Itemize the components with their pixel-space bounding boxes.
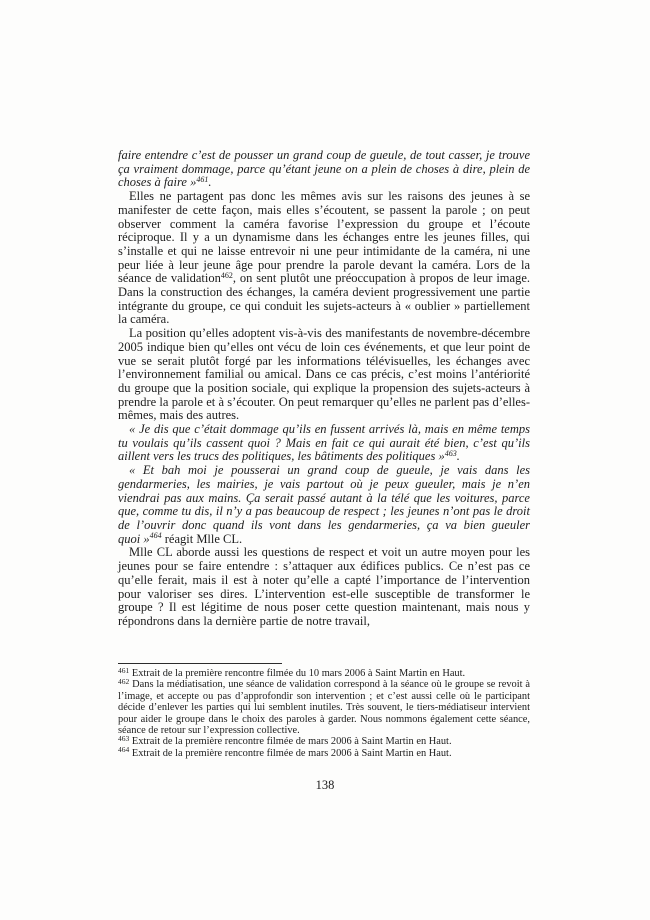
body-text [118,149,530,629]
text-segment: faire entendre c’est de pousser un grand coup de gueule, de tout casser, je trouve ça vraiment dommage, parce qu’étant jeune on a plein de choses à dire, plein de choses à faire » [118,148,530,190]
footnote-text: Extrait de la première rencontre filmée de mars 2006 à Saint Martin en Haut. [131,736,452,748]
footnote-marker: 464 [118,745,130,755]
footnote-separator [118,663,282,664]
body-paragraph [118,327,530,423]
footnote-text: Extrait de la première rencontre filmée du 10 mars 2006 à Saint Martin en Haut. [131,668,466,679]
text-segment: « Je dis que c’était dommage qu’ils en fussent arrivés là, mais en même temps tu voulais qu’ils cassent quoi ? Mais en fait ce qui aurait été bien, c’est qu’ils aillent vers les trucs des politiques, les bâtiments des politiques » [118,422,530,464]
body-paragraph [118,546,530,628]
text-segment: « Et bah moi je pousserai un grand coup de gueule, je vais dans les gendarmeries, les mairies, je vais partout où je peux gueuler, mais je n’en viendrai pas aux mains. Ça serait passé autant à la télé que les voitures, parce que, comme tu dis, il n’y a pas beaucoup de respect ; les jeunes n’ont pas le droit de l’ouvrir donc quand ils vont dans les gendarmeries, ça va bien gueuler quoi » [118,463,530,546]
footnotes [118,665,530,759]
footnote [118,733,530,748]
footnote-marker: 461 [118,665,130,675]
footnote-ref: 462 [220,270,233,280]
footnote-text: Dans la médiatisation, une séance de validation correspond à la séance où le groupe se revoit à l’image, et accepte ou pas d’approfondir son intervention ; et c’est aussi celle où le participant décide d’enlever les parties qui lui semblent inutiles. Très souvent, le tiers-médiatiseur intervient pour aider le groupe dans le choix des paroles à garder. Nous nommons également cette séance, séance de retour sur l’expression collective. [118,679,530,737]
body-paragraph [118,423,530,464]
footnote [118,676,530,737]
text-segment: Elles ne partagent pas donc les mêmes avis sur les raisons des jeunes à se manifester de cette façon, mais elles s’écoutent, se passent la parole ; on peut observer comment la caméra favorise l’expression du groupe et l’écoute réciproque. Il y a un dynamisme dans les échanges entre les jeunes filles, qui s’installe et qui ne laisse entrevoir ni une peur intimidante de la caméra, ni une peur liée à leur jeune âge pour prendre la parole devant la caméra. Lors de la séance de validation [118,189,530,286]
footnote [118,665,530,679]
text-segment: , on sent plutôt une préoccupation à propos de leur image. Dans la construction des échanges, la caméra devient progressivement une partie intégrante du groupe, ce qui conduit les sujets-acteurs à « oublier » partiellement la caméra. [118,271,530,327]
footnote-text: Extrait de la première rencontre filmée de mars 2006 à Saint Martin en Haut. [131,747,452,759]
body-paragraph [118,190,530,327]
body-paragraph [118,149,530,190]
footnote-marker: 462 [118,676,130,686]
text-segment: . [456,449,460,464]
footnote-ref: 464 [149,531,162,541]
body-paragraph [118,464,530,546]
text-segment: réagit Mlle CL. [161,531,243,546]
text-segment: Mlle CL aborde aussi les questions de respect et voit un autre moyen pour les jeunes pour se faire entendre : s’attaquer aux édifices publics. Ce n’est pas ce qu’elle ferait, mais il est à noter qu’elle a capté l’importance de l’intervention pour valoriser ses dires. L’intervention est-elle susceptible de transformer le groupe ? Il est légitime de nous poser cette question maintenant, mais nous y répondrons dans la dernière partie de notre travail, [118,545,530,628]
page-number: 138 [315,778,335,792]
footnote-ref: 461 [196,174,209,184]
footnote-ref: 463 [444,448,457,458]
text-segment: La position qu’elles adoptent vis-à-vis des manifestants de novembre-décembre 2005 indique bien qu’elles ont vécu de loin ces événements, et que leur point de vue se serait plutôt forgé par les informations télévisuelles, les échanges avec l’environnement familial ou amical. Dans ce cas précis, c’est moins l’antériorité du groupe que la position sociale, qui explique la propension des sujets-acteurs à prendre la parole et à s’écouter. On peut remarquer qu’elles ne parlent pas d’elles-mêmes, mais des autres. [118,326,530,423]
footnote [118,745,530,759]
text-segment: . [208,175,212,190]
footnote-marker: 463 [118,733,130,743]
